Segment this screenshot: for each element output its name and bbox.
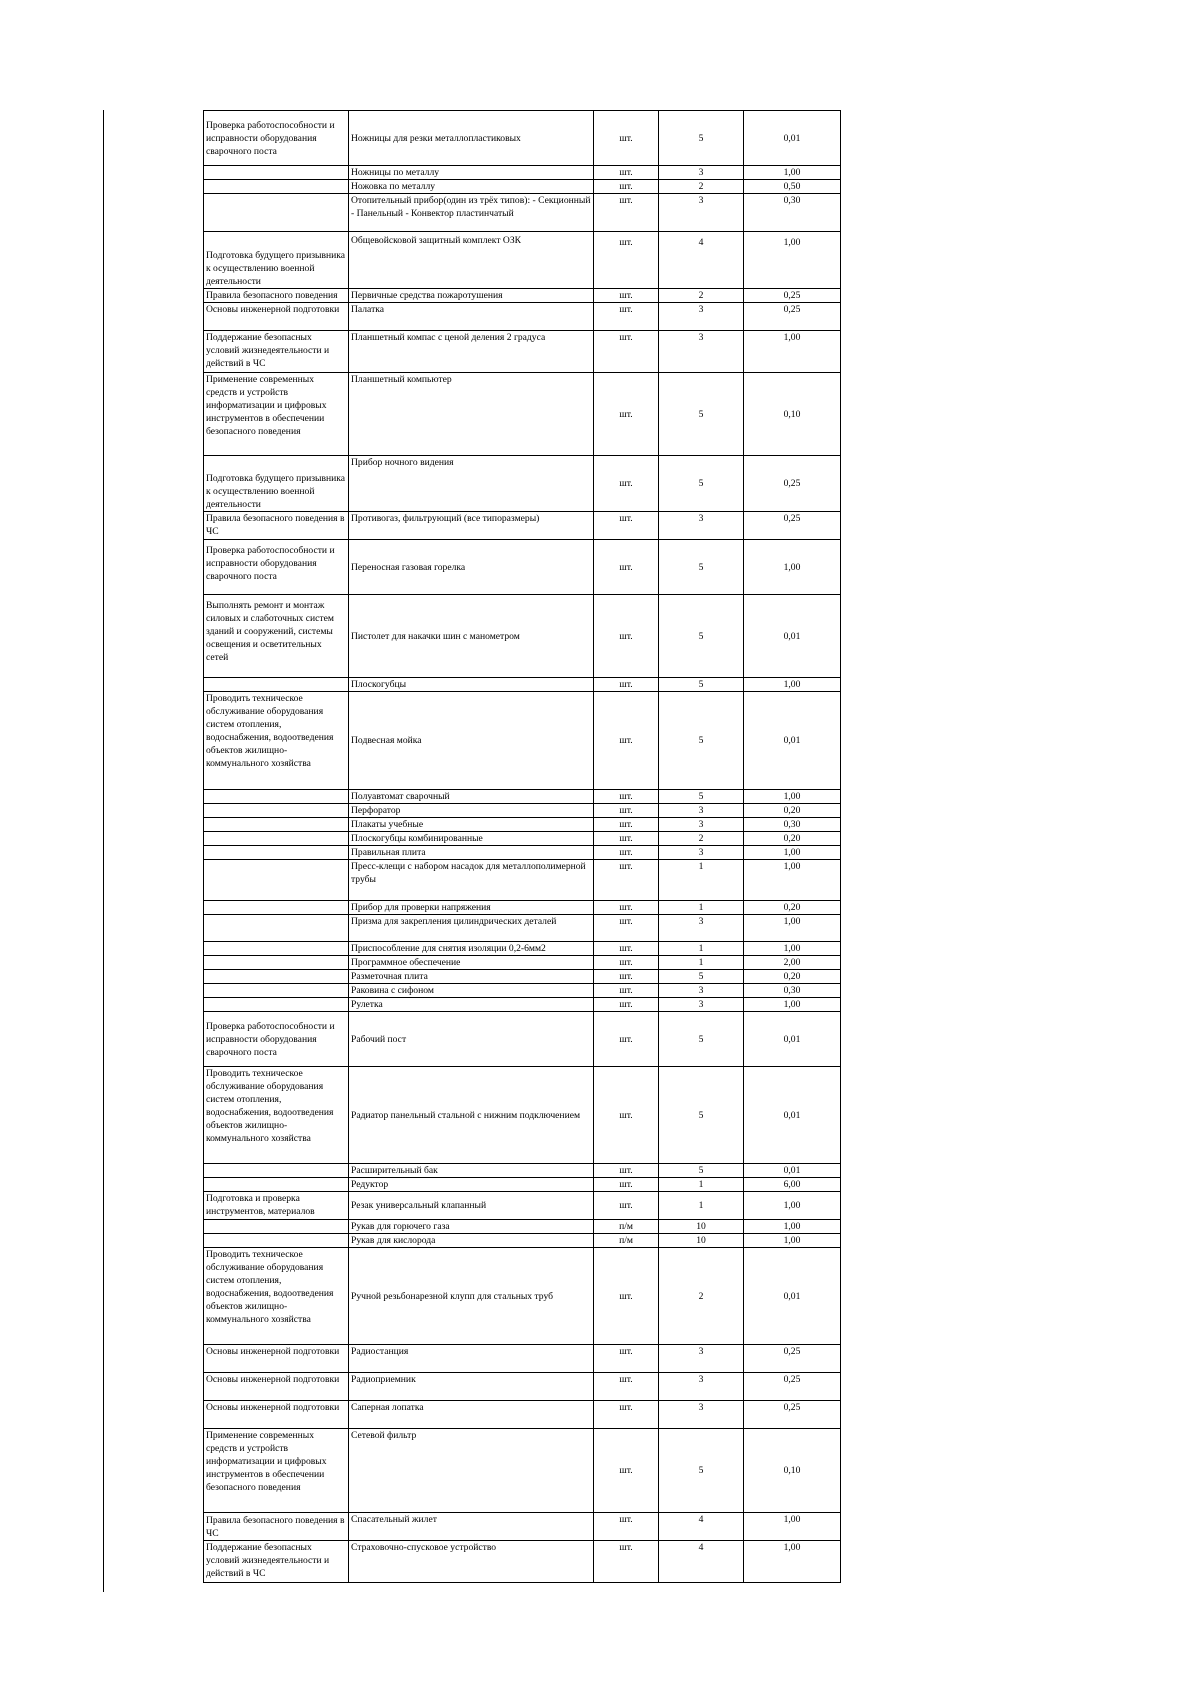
- cell-unit: п/м: [594, 1220, 659, 1234]
- cell-purpose: [204, 915, 349, 942]
- cell-coefficient: 1,00: [744, 232, 841, 289]
- cell-purpose: Поддержание безопасных условий жизнедеятельности и действий в ЧС: [204, 1541, 349, 1583]
- cell-coefficient: 1,00: [744, 846, 841, 860]
- table-row: [204, 1429, 841, 1513]
- cell-purpose: Основы инженерной подготовки: [204, 303, 349, 331]
- cell-unit: шт.: [594, 942, 659, 956]
- cell-coefficient: 1,00: [744, 331, 841, 373]
- cell-quantity: 1: [659, 956, 744, 970]
- table-row: [204, 456, 841, 512]
- cell-coefficient: 6,00: [744, 1178, 841, 1192]
- cell-equipment-name: Ручной резьбонарезной клупп для стальных труб: [349, 1248, 594, 1345]
- cell-purpose: Применение современных средств и устройств информатизации и цифровых инструментов в обеспечении безопасного поведения: [204, 373, 349, 456]
- cell-quantity: 5: [659, 1429, 744, 1513]
- table-row: [204, 540, 841, 595]
- cell-purpose: [204, 956, 349, 970]
- table-row: [204, 832, 841, 846]
- cell-quantity: 3: [659, 846, 744, 860]
- table-row: [204, 692, 841, 790]
- cell-unit: шт.: [594, 1012, 659, 1067]
- table-row: [204, 860, 841, 901]
- cell-unit: шт.: [594, 512, 659, 540]
- equipment-table: [203, 110, 841, 1583]
- cell-unit: шт.: [594, 540, 659, 595]
- table-row: [204, 998, 841, 1012]
- cell-quantity: 5: [659, 970, 744, 984]
- cell-quantity: 1: [659, 860, 744, 901]
- cell-coefficient: 0,25: [744, 303, 841, 331]
- cell-purpose: [204, 901, 349, 915]
- cell-coefficient: 0,01: [744, 1164, 841, 1178]
- table-row: [204, 915, 841, 942]
- cell-equipment-name: Подвесная мойка: [349, 692, 594, 790]
- cell-quantity: 3: [659, 915, 744, 942]
- table-row: [204, 1234, 841, 1248]
- cell-unit: шт.: [594, 456, 659, 512]
- cell-coefficient: 0,01: [744, 595, 841, 678]
- table-row: [204, 1345, 841, 1373]
- cell-unit: шт.: [594, 1429, 659, 1513]
- cell-equipment-name: Резак универсальный клапанный: [349, 1192, 594, 1220]
- cell-equipment-name: Радиоприемник: [349, 1373, 594, 1401]
- cell-unit: шт.: [594, 860, 659, 901]
- cell-purpose: Применение современных средств и устройств информатизации и цифровых инструментов в обеспечении безопасного поведения: [204, 1429, 349, 1513]
- cell-coefficient: 1,00: [744, 1192, 841, 1220]
- cell-purpose: [204, 1178, 349, 1192]
- cell-equipment-name: Планшетный компас с ценой деления 2 градуса: [349, 331, 594, 373]
- table-row: [204, 111, 841, 166]
- cell-quantity: 10: [659, 1234, 744, 1248]
- cell-quantity: 2: [659, 832, 744, 846]
- cell-coefficient: 0,30: [744, 818, 841, 832]
- cell-quantity: 3: [659, 818, 744, 832]
- cell-equipment-name: Приспособление для снятия изоляции 0,2-6мм2: [349, 942, 594, 956]
- cell-quantity: 5: [659, 111, 744, 166]
- cell-unit: шт.: [594, 194, 659, 232]
- cell-purpose: [204, 194, 349, 232]
- cell-equipment-name: Рукав для кислорода: [349, 1234, 594, 1248]
- cell-quantity: 5: [659, 373, 744, 456]
- cell-coefficient: 0,30: [744, 984, 841, 998]
- cell-purpose: Поддержание безопасных условий жизнедеятельности и действий в ЧС: [204, 331, 349, 373]
- cell-quantity: 3: [659, 804, 744, 818]
- cell-coefficient: 0,25: [744, 1401, 841, 1429]
- table-row: [204, 1541, 841, 1583]
- cell-equipment-name: Перфоратор: [349, 804, 594, 818]
- cell-equipment-name: Отопительный прибор(один из трёх типов): - Секционный - Панельный - Конвектор пластинчатый: [349, 194, 594, 232]
- cell-coefficient: 1,00: [744, 1513, 841, 1541]
- cell-equipment-name: Палатка: [349, 303, 594, 331]
- cell-equipment-name: Ножницы для резки металлопластиковых: [349, 111, 594, 166]
- cell-unit: шт.: [594, 1178, 659, 1192]
- table-row: [204, 1012, 841, 1067]
- cell-purpose: Проверка работоспособности и исправности оборудования сварочного поста: [204, 1012, 349, 1067]
- cell-equipment-name: Редуктор: [349, 1178, 594, 1192]
- cell-coefficient: 0,20: [744, 804, 841, 818]
- table-row: [204, 303, 841, 331]
- cell-coefficient: 1,00: [744, 860, 841, 901]
- cell-unit: шт.: [594, 303, 659, 331]
- cell-coefficient: 0,01: [744, 1067, 841, 1164]
- cell-equipment-name: Сетевой фильтр: [349, 1429, 594, 1513]
- cell-purpose: Основы инженерной подготовки: [204, 1373, 349, 1401]
- cell-purpose: [204, 846, 349, 860]
- cell-purpose: Основы инженерной подготовки: [204, 1401, 349, 1429]
- cell-unit: шт.: [594, 846, 659, 860]
- table-row: [204, 804, 841, 818]
- cell-unit: шт.: [594, 915, 659, 942]
- cell-purpose: Правила безопасного поведения в ЧС: [204, 512, 349, 540]
- cell-coefficient: 1,00: [744, 678, 841, 692]
- cell-coefficient: 0,20: [744, 832, 841, 846]
- table-row: [204, 1220, 841, 1234]
- cell-equipment-name: Переносная газовая горелка: [349, 540, 594, 595]
- cell-equipment-name: Страховочно-спусковое устройство: [349, 1541, 594, 1583]
- cell-unit: шт.: [594, 970, 659, 984]
- cell-unit: шт.: [594, 1067, 659, 1164]
- table-row: [204, 1164, 841, 1178]
- cell-coefficient: 0,50: [744, 180, 841, 194]
- cell-quantity: 2: [659, 1248, 744, 1345]
- cell-unit: шт.: [594, 818, 659, 832]
- table-row: [204, 1401, 841, 1429]
- table-row: [204, 956, 841, 970]
- cell-unit: шт.: [594, 331, 659, 373]
- cell-purpose: Подготовка и проверка инструментов, материалов: [204, 1192, 349, 1220]
- cell-quantity: 5: [659, 456, 744, 512]
- cell-equipment-name: Рабочий пост: [349, 1012, 594, 1067]
- cell-coefficient: 0,25: [744, 1345, 841, 1373]
- cell-unit: шт.: [594, 998, 659, 1012]
- cell-purpose: Проводить техническое обслуживание оборудования систем отопления, водоснабжения, водоотведения объектов жилищно-коммунального хозяйства: [204, 692, 349, 790]
- cell-equipment-name: Пистолет для накачки шин с манометром: [349, 595, 594, 678]
- cell-equipment-name: Пресс-клещи с набором насадок для металлополимерной трубы: [349, 860, 594, 901]
- cell-equipment-name: Общевойсковой защитный комплект ОЗК: [349, 232, 594, 289]
- cell-purpose: [204, 942, 349, 956]
- cell-unit: шт.: [594, 984, 659, 998]
- table-row: [204, 1192, 841, 1220]
- cell-purpose: [204, 860, 349, 901]
- cell-quantity: 5: [659, 1012, 744, 1067]
- cell-coefficient: 2,00: [744, 956, 841, 970]
- table-row: [204, 678, 841, 692]
- cell-coefficient: 0,30: [744, 194, 841, 232]
- cell-purpose: Подготовка будущего призывника к осуществлению военной деятельности: [204, 232, 349, 289]
- cell-quantity: 4: [659, 1513, 744, 1541]
- cell-coefficient: 0,20: [744, 901, 841, 915]
- table-row: [204, 166, 841, 180]
- cell-equipment-name: Рукав для горючего газа: [349, 1220, 594, 1234]
- cell-purpose: Выполнять ремонт и монтаж силовых и слаботочных систем зданий и сооружений, системы освещения и осветительных сетей: [204, 595, 349, 678]
- table-row: [204, 790, 841, 804]
- cell-coefficient: 1,00: [744, 998, 841, 1012]
- cell-quantity: 3: [659, 998, 744, 1012]
- cell-unit: шт.: [594, 790, 659, 804]
- cell-coefficient: 0,10: [744, 373, 841, 456]
- cell-purpose: [204, 790, 349, 804]
- cell-quantity: 3: [659, 1401, 744, 1429]
- table-row: [204, 512, 841, 540]
- cell-equipment-name: Первичные средства пожаротушения: [349, 289, 594, 303]
- cell-coefficient: 0,25: [744, 456, 841, 512]
- cell-quantity: 1: [659, 1178, 744, 1192]
- table-row: [204, 1067, 841, 1164]
- cell-quantity: 3: [659, 1345, 744, 1373]
- cell-equipment-name: Ножницы по металлу: [349, 166, 594, 180]
- cell-quantity: 3: [659, 166, 744, 180]
- cell-unit: шт.: [594, 166, 659, 180]
- cell-quantity: 3: [659, 303, 744, 331]
- cell-coefficient: 0,25: [744, 289, 841, 303]
- cell-equipment-name: Разметочная плита: [349, 970, 594, 984]
- cell-purpose: Проводить техническое обслуживание оборудования систем отопления, водоснабжения, водоотведения объектов жилищно-коммунального хозяйства: [204, 1248, 349, 1345]
- cell-equipment-name: Прибор для проверки напряжения: [349, 901, 594, 915]
- table-row: [204, 180, 841, 194]
- cell-quantity: 3: [659, 331, 744, 373]
- cell-quantity: 2: [659, 180, 744, 194]
- cell-coefficient: 1,00: [744, 915, 841, 942]
- cell-unit: шт.: [594, 692, 659, 790]
- cell-unit: шт.: [594, 373, 659, 456]
- cell-unit: шт.: [594, 1345, 659, 1373]
- cell-purpose: [204, 1220, 349, 1234]
- left-margin-rule: [103, 110, 104, 1592]
- table-row: [204, 942, 841, 956]
- table-row: [204, 1513, 841, 1541]
- table-row: [204, 1248, 841, 1345]
- cell-unit: шт.: [594, 678, 659, 692]
- cell-quantity: 3: [659, 512, 744, 540]
- cell-equipment-name: Спасательный жилет: [349, 1513, 594, 1541]
- cell-purpose: [204, 1164, 349, 1178]
- table-row: [204, 194, 841, 232]
- cell-coefficient: 0,01: [744, 692, 841, 790]
- cell-unit: шт.: [594, 1192, 659, 1220]
- cell-quantity: 3: [659, 194, 744, 232]
- cell-coefficient: 0,01: [744, 111, 841, 166]
- cell-coefficient: 0,01: [744, 1248, 841, 1345]
- cell-quantity: 1: [659, 901, 744, 915]
- cell-purpose: Проводить техническое обслуживание оборудования систем отопления, водоснабжения, водоотведения объектов жилищно-коммунального хозяйства: [204, 1067, 349, 1164]
- cell-purpose: Проверка работоспособности и исправности оборудования сварочного поста: [204, 111, 349, 166]
- cell-equipment-name: Ножовка по металлу: [349, 180, 594, 194]
- cell-unit: шт.: [594, 832, 659, 846]
- table-row: [204, 901, 841, 915]
- cell-quantity: 10: [659, 1220, 744, 1234]
- cell-equipment-name: Рулетка: [349, 998, 594, 1012]
- cell-purpose: [204, 804, 349, 818]
- cell-unit: шт.: [594, 901, 659, 915]
- table-row: [204, 1373, 841, 1401]
- table-row: [204, 373, 841, 456]
- cell-quantity: 3: [659, 1373, 744, 1401]
- cell-coefficient: 1,00: [744, 1234, 841, 1248]
- cell-quantity: 5: [659, 540, 744, 595]
- table-row: [204, 846, 841, 860]
- cell-coefficient: 1,00: [744, 166, 841, 180]
- cell-unit: шт.: [594, 289, 659, 303]
- cell-purpose: [204, 166, 349, 180]
- table-row: [204, 818, 841, 832]
- cell-equipment-name: Прибор ночного видения: [349, 456, 594, 512]
- cell-quantity: 4: [659, 232, 744, 289]
- cell-coefficient: 1,00: [744, 1541, 841, 1583]
- cell-quantity: 1: [659, 942, 744, 956]
- cell-equipment-name: Полуавтомат сварочный: [349, 790, 594, 804]
- cell-quantity: 5: [659, 678, 744, 692]
- cell-coefficient: 0,25: [744, 1373, 841, 1401]
- cell-equipment-name: Расширительный бак: [349, 1164, 594, 1178]
- cell-unit: шт.: [594, 232, 659, 289]
- cell-purpose: Проверка работоспособности и исправности оборудования сварочного поста: [204, 540, 349, 595]
- cell-equipment-name: Призма для закрепления цилиндрических деталей: [349, 915, 594, 942]
- table-row: [204, 595, 841, 678]
- cell-purpose: [204, 818, 349, 832]
- cell-unit: п/м: [594, 1234, 659, 1248]
- cell-purpose: Правила безопасного поведения: [204, 289, 349, 303]
- cell-equipment-name: Программное обеспечение: [349, 956, 594, 970]
- cell-purpose: Правила безопасного поведения в ЧС: [204, 1513, 349, 1541]
- cell-quantity: 5: [659, 790, 744, 804]
- cell-purpose: [204, 1234, 349, 1248]
- cell-unit: шт.: [594, 1164, 659, 1178]
- cell-unit: шт.: [594, 804, 659, 818]
- cell-unit: шт.: [594, 1248, 659, 1345]
- table-row: [204, 984, 841, 998]
- cell-unit: шт.: [594, 1401, 659, 1429]
- cell-unit: шт.: [594, 1373, 659, 1401]
- cell-equipment-name: Правильная плита: [349, 846, 594, 860]
- cell-purpose: [204, 180, 349, 194]
- cell-coefficient: 0,20: [744, 970, 841, 984]
- cell-unit: шт.: [594, 595, 659, 678]
- cell-quantity: 2: [659, 289, 744, 303]
- cell-coefficient: 0,25: [744, 512, 841, 540]
- cell-quantity: 1: [659, 1192, 744, 1220]
- cell-unit: шт.: [594, 1541, 659, 1583]
- cell-purpose: Основы инженерной подготовки: [204, 1345, 349, 1373]
- cell-purpose: [204, 998, 349, 1012]
- cell-purpose: [204, 984, 349, 998]
- cell-equipment-name: Плоскогубцы: [349, 678, 594, 692]
- cell-coefficient: 1,00: [744, 1220, 841, 1234]
- cell-purpose: Подготовка будущего призывника к осуществлению военной деятельности: [204, 456, 349, 512]
- cell-equipment-name: Саперная лопатка: [349, 1401, 594, 1429]
- cell-quantity: 5: [659, 1067, 744, 1164]
- table-row: [204, 970, 841, 984]
- cell-quantity: 5: [659, 692, 744, 790]
- cell-equipment-name: Плакаты учебные: [349, 818, 594, 832]
- cell-equipment-name: Раковина с сифоном: [349, 984, 594, 998]
- table-row: [204, 1178, 841, 1192]
- cell-purpose: [204, 970, 349, 984]
- cell-purpose: [204, 832, 349, 846]
- cell-purpose: [204, 678, 349, 692]
- cell-coefficient: 1,00: [744, 540, 841, 595]
- cell-unit: шт.: [594, 956, 659, 970]
- cell-unit: шт.: [594, 111, 659, 166]
- equipment-table-body: [204, 111, 841, 1583]
- cell-equipment-name: Плоскогубцы комбинированные: [349, 832, 594, 846]
- cell-equipment-name: Планшетный компьютер: [349, 373, 594, 456]
- cell-coefficient: 0,10: [744, 1429, 841, 1513]
- cell-coefficient: 1,00: [744, 790, 841, 804]
- cell-unit: шт.: [594, 1513, 659, 1541]
- cell-quantity: 4: [659, 1541, 744, 1583]
- table-row: [204, 232, 841, 289]
- cell-equipment-name: Радиостанция: [349, 1345, 594, 1373]
- cell-unit: шт.: [594, 180, 659, 194]
- cell-coefficient: 0,01: [744, 1012, 841, 1067]
- cell-equipment-name: Противогаз, фильтрующий (все типоразмеры): [349, 512, 594, 540]
- cell-quantity: 5: [659, 1164, 744, 1178]
- table-row: [204, 331, 841, 373]
- cell-equipment-name: Радиатор панельный стальной с нижним подключением: [349, 1067, 594, 1164]
- table-row: [204, 289, 841, 303]
- cell-coefficient: 1,00: [744, 942, 841, 956]
- cell-quantity: 3: [659, 984, 744, 998]
- cell-quantity: 5: [659, 595, 744, 678]
